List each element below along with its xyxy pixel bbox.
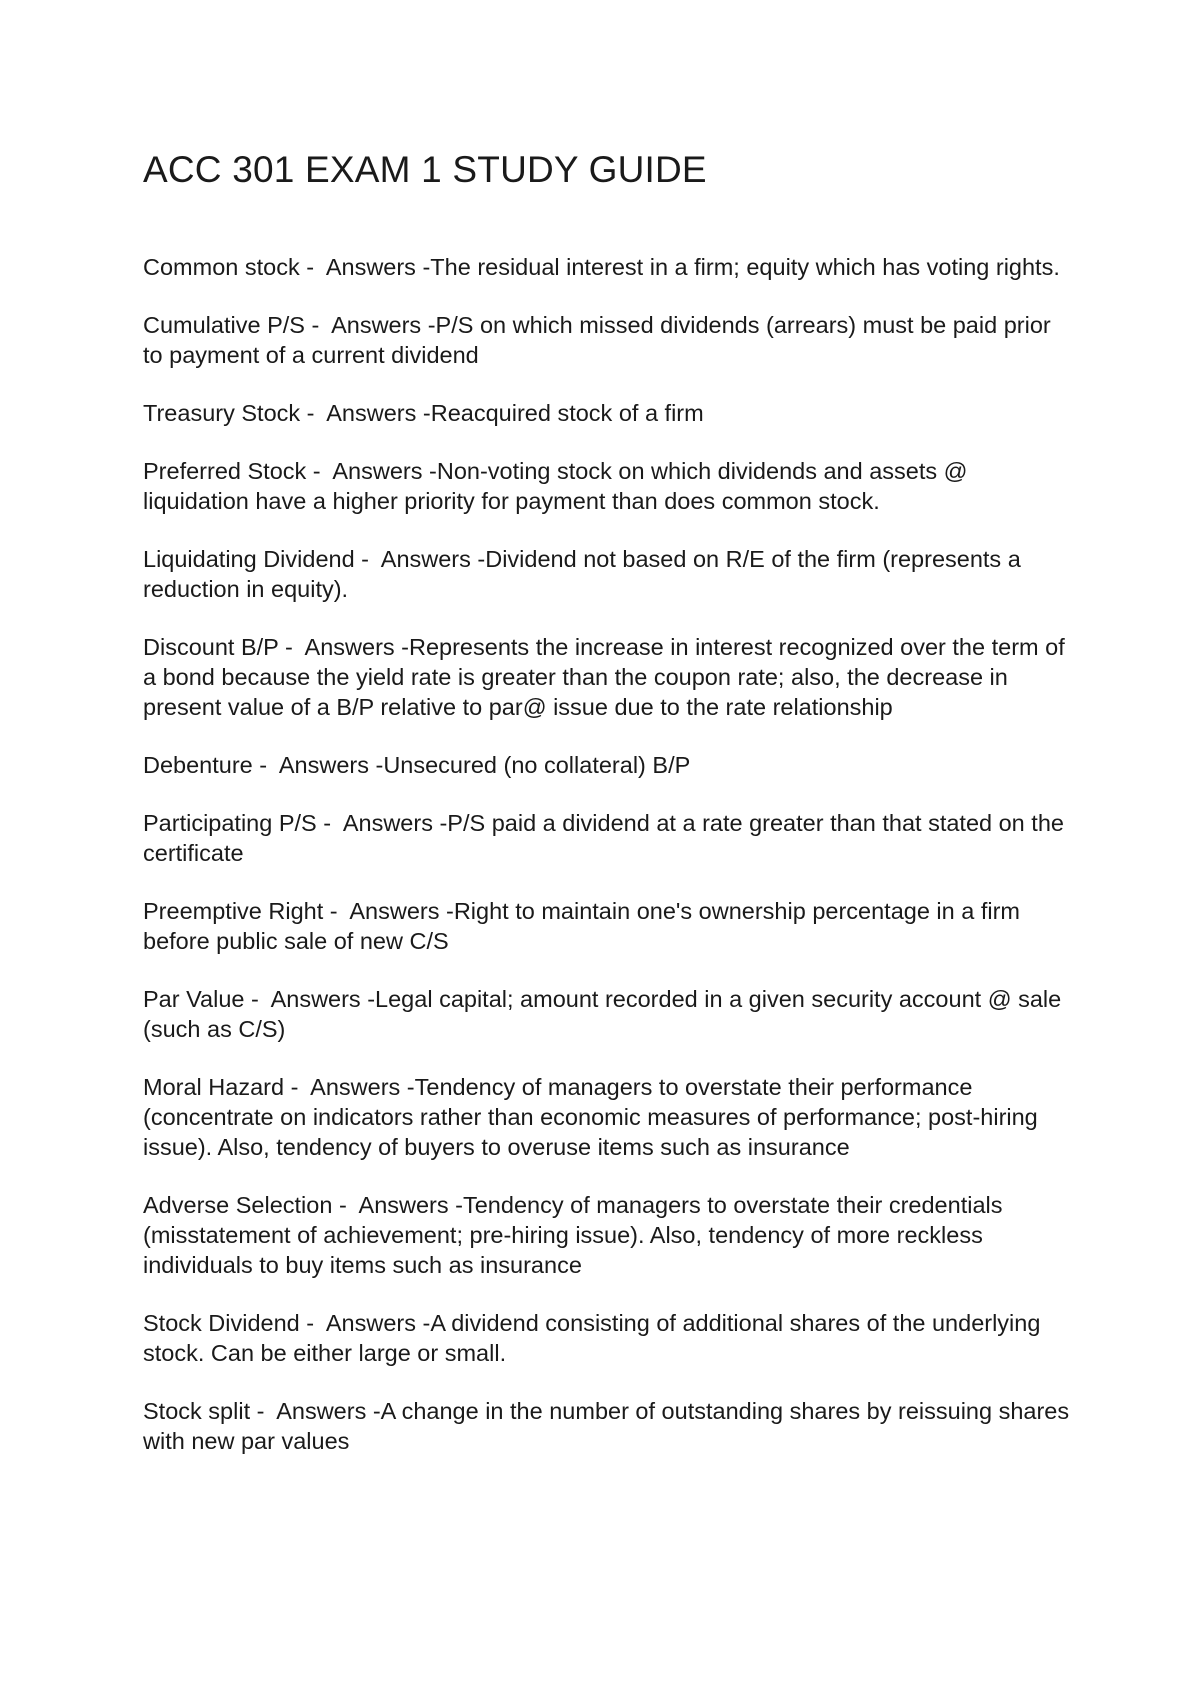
definition-entry: Preferred Stock - Answers -Non-voting stock on which dividends and assets @ liquidation have a higher priority for payment than does common stock. <box>143 458 975 515</box>
definition-entry: Adverse Selection - Answers -Tendency of managers to overstate their credentials (misstatement of achievement; pre-hiring issue). Also, tendency of more reckless individuals to buy items such as insurance <box>143 1192 1010 1279</box>
definition-entry: Stock split - Answers -A change in the number of outstanding shares by reissuing shares with new par values <box>143 1398 1076 1455</box>
definition-entry: Moral Hazard - Answers -Tendency of managers to overstate their performance (concentrate on indicators rather than economic measures of performance; post-hiring issue). Also, tendency of buyers to overuse items such as insurance <box>143 1074 1045 1161</box>
definition-entry: Liquidating Dividend - Answers -Dividend not based on R/E of the firm (represents a reduction in equity). <box>143 546 1028 603</box>
definition-entry: Cumulative P/S - Answers -P/S on which missed dividends (arrears) must be paid prior to payment of a current dividend <box>143 312 1058 369</box>
definition-entry: Participating P/S - Answers -P/S paid a dividend at a rate greater than that stated on the certificate <box>143 810 1071 867</box>
definition-entry: Discount B/P - Answers -Represents the increase in interest recognized over the term of a bond because the yield rate is greater than the coupon rate; also, the decrease in present value of a B/P relative to par@ issue due to the rate relationship <box>143 634 1072 721</box>
page-title: ACC 301 EXAM 1 STUDY GUIDE <box>143 149 707 190</box>
definition-entry: Stock Dividend - Answers -A dividend consisting of additional shares of the underlying stock. Can be either large or small. <box>143 1310 1047 1367</box>
definition-entry: Par Value - Answers -Legal capital; amount recorded in a given security account @ sale (such as C/S) <box>143 986 1068 1043</box>
definition-entry: Common stock - Answers -The residual interest in a firm; equity which has voting rights. <box>143 254 1060 281</box>
definition-entry: Preemptive Right - Answers -Right to maintain one's ownership percentage in a firm before public sale of new C/S <box>143 898 1027 955</box>
definition-list <box>143 252 1076 1456</box>
definition-entry: Treasury Stock - Answers -Reacquired stock of a firm <box>143 400 704 427</box>
definition-entry: Debenture - Answers -Unsecured (no collateral) B/P <box>143 752 691 779</box>
